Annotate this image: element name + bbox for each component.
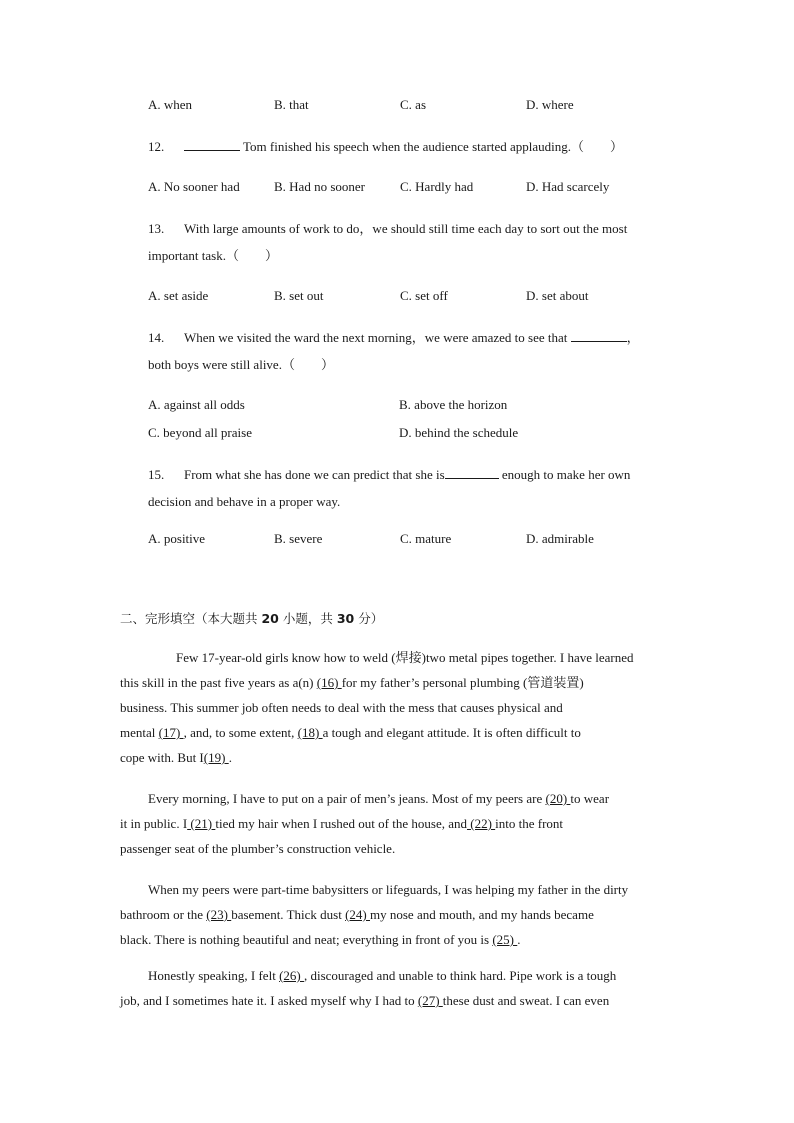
- q12-stem: [148, 133, 668, 160]
- q15-line1b: enough to make her own: [498, 467, 631, 482]
- q15-option-d[interactable]: D. admirable: [526, 531, 594, 546]
- q15-option-b[interactable]: B. severe: [274, 531, 323, 546]
- cloze-blank-19[interactable]: (19): [203, 750, 229, 765]
- q11-option-c[interactable]: C. as: [400, 97, 426, 112]
- cloze-blank-17[interactable]: (17): [158, 725, 184, 740]
- q13-stem: [148, 215, 668, 269]
- q14-line1: When we visited the ward the next morning，we were amazed to see that: [184, 330, 568, 345]
- cloze-blank-22[interactable]: (22): [466, 816, 496, 831]
- q11-option-a[interactable]: A. when: [148, 97, 193, 112]
- q11-option-b[interactable]: B. that: [274, 97, 309, 112]
- q14-options-row2: [148, 425, 668, 443]
- p3-line1: When my peers were part-time babysitters or lifeguards, I was helping my father in the dirty: [148, 882, 629, 897]
- q11-options: [148, 97, 668, 115]
- q13-line2: important task.（ ）: [148, 248, 278, 263]
- p1-line3: business. This summer job often needs to deal with the mess that causes physical and: [120, 700, 563, 715]
- q15-option-a[interactable]: A. positive: [148, 531, 206, 546]
- q14-stem: [148, 324, 668, 378]
- section-score: 30: [336, 611, 355, 626]
- passage-paragraph-3: When my peers were part-time babysitters or lifeguards, I was helping my father in the dirty bathroom or the (23) basement. Thick dust (24) my nose and mouth, and my hands became black. There is nothing beautiful and neat; everything in front of you is (25) .: [120, 877, 666, 952]
- q12-options: [148, 179, 668, 197]
- cloze-blank-20[interactable]: (20): [545, 791, 571, 806]
- q12-text: Tom finished his speech when the audience started applauding.（ ）: [243, 139, 623, 154]
- cloze-blank-25[interactable]: (25): [492, 932, 518, 947]
- q13-option-c[interactable]: C. set off: [400, 288, 448, 303]
- p1-line1: Few 17-year-old girls know how to weld (焊接)two metal pipes together. I have learned: [176, 650, 634, 665]
- q15-line2: decision and behave in a proper way.: [148, 494, 341, 509]
- q14-options-row1: [148, 397, 668, 415]
- q15-number: 15.: [148, 467, 165, 482]
- cloze-blank-24[interactable]: (24): [345, 907, 370, 922]
- q13-option-a[interactable]: A. set aside: [148, 288, 209, 303]
- section-heading-cloze: 二、完形填空（本大题共 20 小题，共 30 分）: [120, 611, 384, 626]
- cloze-blank-16[interactable]: (16): [316, 675, 342, 690]
- q14-option-c[interactable]: C. beyond all praise: [148, 425, 252, 440]
- q12-option-a[interactable]: A. No sooner had: [148, 179, 240, 194]
- section-question-count: 20: [261, 611, 279, 626]
- q15-options: [148, 531, 668, 549]
- q12-option-c[interactable]: C. Hardly had: [400, 179, 474, 194]
- q15-option-c[interactable]: C. mature: [400, 531, 452, 546]
- q14-number: 14.: [148, 330, 165, 345]
- passage-paragraph-4: Honestly speaking, I felt (26) , discouraged and unable to think hard. Pipe work is a tough job, and I sometimes hate it. I asked myself why I had to (27) these dust and sweat. I can even: [120, 968, 617, 1008]
- q15-stem: [148, 461, 668, 515]
- q13-number: 13.: [148, 221, 165, 236]
- q12-number: 12.: [148, 139, 165, 154]
- q13-option-b[interactable]: B. set out: [274, 288, 324, 303]
- q14-blank[interactable]: [571, 329, 627, 342]
- cloze-blank-26[interactable]: (26): [279, 968, 304, 983]
- cloze-blank-23[interactable]: (23): [206, 907, 232, 922]
- q12-option-d[interactable]: D. Had scarcely: [526, 179, 610, 194]
- q14-option-b[interactable]: B. above the horizon: [399, 397, 508, 412]
- q12-blank[interactable]: [184, 138, 240, 151]
- q13-line1: With large amounts of work to do，we should still time each day to sort out the most: [184, 221, 628, 236]
- q11-option-d[interactable]: D. where: [526, 97, 574, 112]
- q14-option-d[interactable]: D. behind the schedule: [399, 425, 519, 440]
- q13-option-d[interactable]: D. set about: [526, 288, 589, 303]
- p2-line3: passenger seat of the plumber’s construction vehicle.: [120, 841, 396, 856]
- cloze-blank-21[interactable]: (21): [187, 816, 216, 831]
- q14-line1-end: ，: [626, 330, 640, 345]
- cloze-blank-27[interactable]: (27): [417, 993, 443, 1008]
- passage-paragraph-1: Few 17-year-old girls know how to weld (焊接)two metal pipes together. I have learned this skill in the past five years as a(n) (16) for my father’s personal plumbing (管道装置) business. This summer job often needs to deal with the mess that causes physical and mental (17) , and, to some extent, (18) a tough and elegant attitude. It is often difficult to cope with. But I(19) .: [120, 645, 666, 770]
- q14-line2: both boys were still alive.（ ）: [148, 357, 334, 372]
- q14-option-a[interactable]: A. against all odds: [148, 397, 245, 412]
- passage-paragraph-2: Every morning, I have to put on a pair of men’s jeans. Most of my peers are (20) to wear it in public. I (21) tied my hair when I rushed out of the house, and (22) into the front passenger seat of the plumber’s construction vehicle.: [120, 786, 666, 861]
- cloze-blank-18[interactable]: (18): [297, 725, 323, 740]
- q12-option-b[interactable]: B. Had no sooner: [274, 179, 365, 194]
- q15-line1a: From what she has done we can predict that she is: [184, 467, 445, 482]
- q13-options: [148, 288, 668, 306]
- q15-blank[interactable]: [445, 466, 499, 479]
